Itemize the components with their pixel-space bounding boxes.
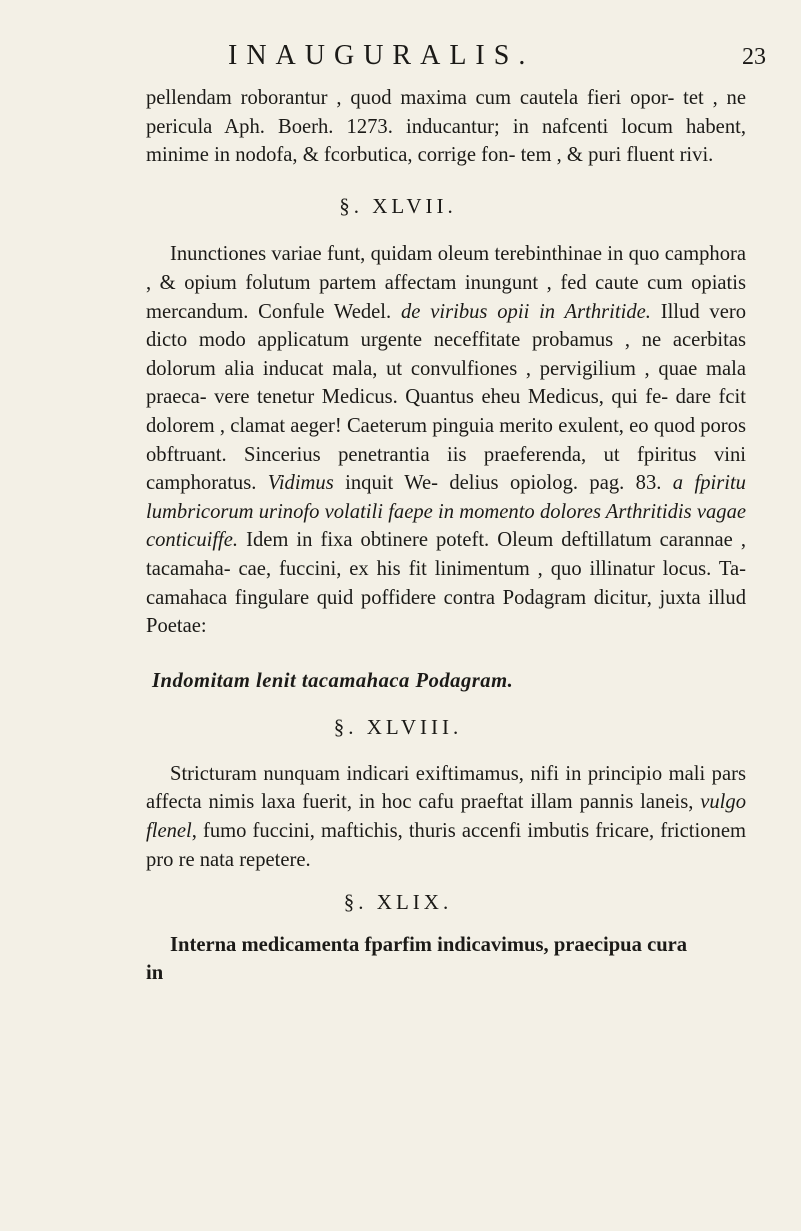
text-line: tem , & puri fluent rivi. (520, 144, 714, 167)
italic-text: opii in Arthritide. (497, 300, 651, 323)
roman-text: camphora , & opium folutum partem affectam inungunt , fed (146, 243, 746, 294)
catchword: in (146, 962, 164, 985)
roman-text: accenfi imbutis fricare, frictionem pro re nata repetere. (146, 820, 746, 871)
roman-text: Stricturam nunquam indicari exiftimamus, nifi in principio (170, 762, 663, 785)
text-line (214, 386, 668, 408)
roman-text: mali pars affecta nimis laxa fuerit, in hoc cafu praeftat illam (146, 762, 746, 814)
paragraph-interna: Interna medicamenta fparfim indicavimus, praecipua cura (170, 933, 688, 956)
roman-text: Illud vero dicto modo applicatum urgente (146, 300, 747, 352)
roman-text: pannis laneis, (579, 791, 701, 814)
roman-text: mala, ut convulfiones , pervigilium , quae mala praeca- (146, 357, 746, 409)
roman-text: Idem in (238, 529, 313, 552)
section-heading-48: §. XLVIII. (333, 715, 463, 740)
roman-text: , fumo fuccini, maftichis, thuris (191, 820, 456, 843)
roman-text: juxta illud Poetae: (146, 586, 746, 638)
roman-text: praeferenda, ut fpiritus vini camphoratus. (146, 443, 746, 495)
paragraph-stricturam (146, 760, 746, 874)
roman-text: camahaca fingulare quid poffidere contra Podagram dicitur, (146, 586, 652, 609)
roman-text: vere tenetur Medicus. Quantus eheu Medicus, qui fe- (214, 386, 669, 409)
text-line: locum habent, minime in nodofa, & fcorbutica, corrige fon- (146, 115, 746, 167)
text-line: tet , ne pericula Aph. Boerh. 1273. inducantur; in nafcenti (146, 87, 746, 138)
paragraph-inunctiones (146, 240, 746, 640)
text-line (170, 763, 662, 785)
italic-text: Vidimus (267, 472, 334, 495)
roman-text: Inunctiones variae funt, quidam oleum terebinthinae in quo (170, 243, 660, 266)
text-line (239, 558, 746, 580)
roman-text: caute cum opiatis mercandum. Confule Wedel. (146, 271, 747, 323)
page-header (0, 40, 801, 80)
paragraph-continuation (146, 84, 746, 170)
roman-text: inquit We- (333, 472, 438, 495)
page-number: 23 (742, 44, 766, 70)
roman-text: exulent, eo quod poros obftruant. Sincerius penetrantia iis (146, 414, 746, 466)
text-line: pellendam roborantur , quod maxima cum cautela fieri opor- (146, 87, 675, 109)
italic-text: faepe in momento dolores Arthritidis vagae conticuiffe. (146, 500, 747, 552)
italic-text: de viribus (400, 300, 488, 323)
running-title: INAUGURALIS. (228, 40, 535, 71)
roman-text: dare fcit dolorem , clamat aeger! Caeterum pinguia merito (146, 386, 746, 437)
section-heading-49: §. XLIX. (343, 890, 453, 915)
text-line (170, 243, 659, 265)
page-body (146, 84, 746, 988)
roman-text: delius opiolog. pag. 83. (449, 472, 673, 495)
roman-text: neceffitate probamus , ne acerbitas dolorum alia inducat (146, 329, 747, 380)
verse-quote: Indomitam lenit tacamahaca Podagram. (152, 669, 514, 692)
italic-text: a fpiritu lumbricorum urinofo volatili (146, 472, 746, 523)
roman-text: fixa obtinere poteft. Oleum deftillatum carannae , tacamaha- (146, 529, 746, 580)
section-heading-47: §. XLVII. (339, 193, 457, 218)
text-line (146, 587, 652, 609)
italic-text: vulgo flenel (146, 791, 746, 843)
roman-text: cae, fuccini, ex his fit linimentum , quo illinatur locus. Ta- (238, 557, 746, 580)
